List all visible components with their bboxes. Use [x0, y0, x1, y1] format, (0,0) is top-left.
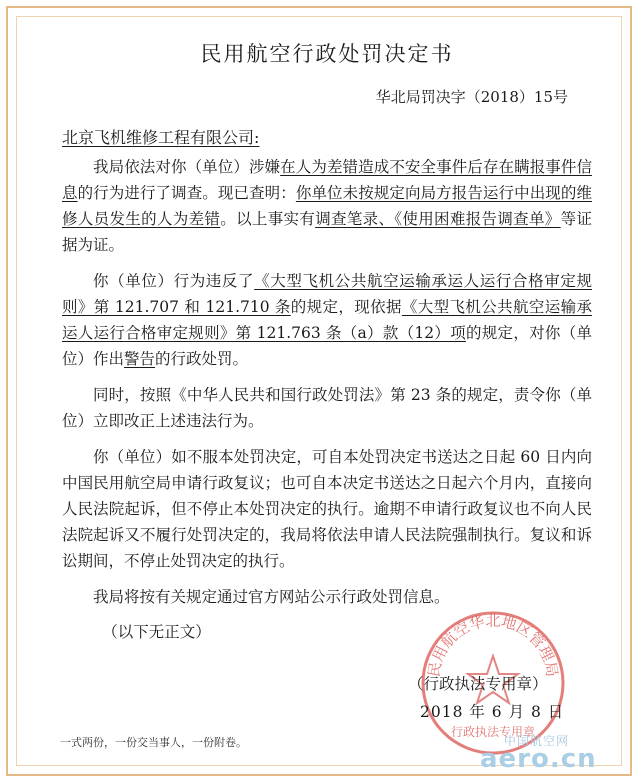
p1-c: 的行为进行了调查。现已查明：: [77, 184, 296, 202]
paragraph-correction: 同时，按照《中华人民共和国行政处罚法》第 23 条的规定，责令你（单位）立即改正上述违法行为。: [62, 386, 592, 430]
seal-text: 民用航空华北地区管理局: [424, 611, 562, 679]
p2-c: 的规定，现依据: [290, 298, 402, 316]
p1-e: 。以上事实有: [220, 210, 316, 228]
no-more-text: （以下无正文）: [102, 623, 211, 641]
footnote: 一式两份，一份交当事人，一份附卷。: [60, 736, 247, 749]
p1-g: 等证据为证。: [62, 210, 592, 254]
paragraph-publication: 我局将按有关规定通过官方网站公示行政处罚信息。: [93, 588, 450, 606]
p2-penalty: 警告: [124, 350, 156, 368]
aero-watermark: [480, 734, 622, 774]
p2-g: 的行政处罚。: [155, 350, 249, 368]
p1-suspected-conduct: 在人为差错造成不安全事件后存在瞒报事件信息: [62, 158, 592, 202]
p2-a: 你（单位）行为违反了: [93, 272, 255, 290]
p1-evidence: 调查笔录、《使用困难报告调查单》: [315, 210, 561, 228]
svg-text:民用航空华北地区管理局: [425, 612, 562, 679]
seal-bottom-text: 行政执法专用章: [450, 725, 536, 739]
p1-a: 我局依法对你（单位）涉嫌: [93, 158, 281, 176]
paragraph-violation: [62, 268, 592, 372]
paragraph-appeal: 你（单位）如不服本处罚决定，可自本处罚决定书送达之日起 60 日内向中国民用航空局申请行政复议；也可自本决定书送达之日起六个月内，直接向人民法院起诉，但不停止本处罚决定的执行。逾期不申请行政复议也不向人民法院起诉又不履行处罚决定的，我局将依法申请人民法院强制执行。复议和诉讼期间，不停止处罚决定的执行。: [62, 448, 592, 570]
watermark-logo: aero.cn: [480, 744, 597, 774]
seal-label: （行政执法专用章）: [408, 675, 548, 693]
p2-e: 的规定，对你（单位）作出: [62, 324, 592, 368]
document-number: 华北局罚决字（2018）15号: [375, 88, 568, 106]
p2-violated-rules: 《大型飞机公共航空运输承运人运行合格审定规则》第 121.707 和 121.710 条: [62, 272, 592, 316]
p2-basis-rule: 《大型飞机公共航空运输承运人运行合格审定规则》第 121.763 条（a）款（12）项: [62, 298, 592, 342]
document-body: [62, 18, 592, 642]
watermark-site-name: 中国航空网: [504, 734, 570, 748]
paragraph-investigation: [62, 154, 592, 258]
p1-findings: 你单位未按规定向局方报告运行中出现的维修人员发生的人为差错: [62, 184, 592, 228]
recipient: 北京飞机维修工程有限公司:: [62, 128, 260, 147]
document-date: 2018 年 6 月 8 日: [420, 703, 565, 721]
document-title: 民用航空行政处罚决定书: [200, 42, 454, 66]
